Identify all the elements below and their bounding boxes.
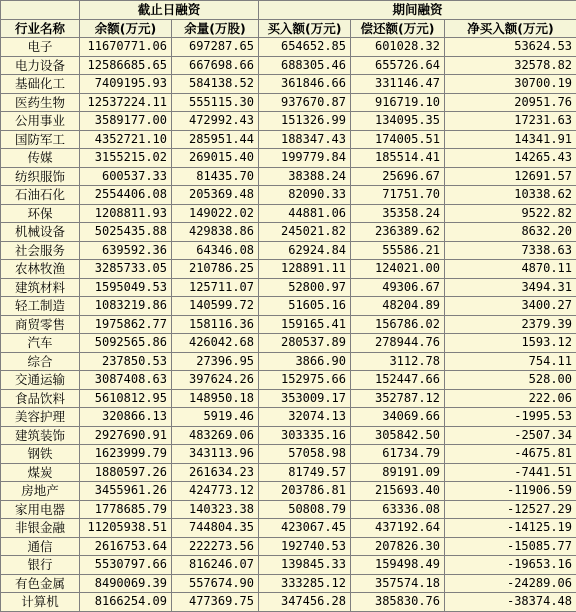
- balance-cell: 1208811.93: [80, 204, 172, 223]
- buy-amount-cell: 62924.84: [259, 241, 351, 260]
- buy-amount-cell: 203786.81: [259, 482, 351, 501]
- balance-cell: 3455961.26: [80, 482, 172, 501]
- repay-amount-cell: 331146.47: [351, 75, 445, 94]
- table-row: [1, 593, 576, 612]
- balance-cell: 2616753.64: [80, 537, 172, 556]
- industry-name-cell: 汽车: [1, 334, 80, 353]
- balance-cell: 8490069.39: [80, 574, 172, 593]
- header-col-net: 净买入额(万元): [445, 19, 576, 38]
- header-col-buy: 买入额(万元): [259, 19, 351, 38]
- buy-amount-cell: 688305.46: [259, 56, 351, 75]
- repay-amount-cell: 236389.62: [351, 223, 445, 242]
- balance-cell: 320866.13: [80, 408, 172, 427]
- repay-amount-cell: 385830.76: [351, 593, 445, 612]
- volume-cell: 148950.18: [172, 389, 259, 408]
- repay-amount-cell: 61734.79: [351, 445, 445, 464]
- table-row: [1, 75, 576, 94]
- buy-amount-cell: 81749.57: [259, 463, 351, 482]
- repay-amount-cell: 437192.64: [351, 519, 445, 538]
- balance-cell: 5025435.88: [80, 223, 172, 242]
- net-buy-cell: 222.06: [445, 389, 576, 408]
- table-row: [1, 223, 576, 242]
- volume-cell: 477369.75: [172, 593, 259, 612]
- buy-amount-cell: 152975.66: [259, 371, 351, 390]
- buy-amount-cell: 333285.12: [259, 574, 351, 593]
- repay-amount-cell: 357574.18: [351, 574, 445, 593]
- buy-amount-cell: 192740.53: [259, 537, 351, 556]
- net-buy-cell: 14341.91: [445, 130, 576, 149]
- repay-amount-cell: 35358.24: [351, 204, 445, 223]
- net-buy-cell: -7441.51: [445, 463, 576, 482]
- volume-cell: 269015.40: [172, 149, 259, 168]
- industry-name-cell: 银行: [1, 556, 80, 575]
- buy-amount-cell: 38388.24: [259, 167, 351, 186]
- table-row: [1, 519, 576, 538]
- net-buy-cell: 528.00: [445, 371, 576, 390]
- buy-amount-cell: 937670.87: [259, 93, 351, 112]
- table-row: [1, 93, 576, 112]
- buy-amount-cell: 347456.28: [259, 593, 351, 612]
- table-row: [1, 186, 576, 205]
- repay-amount-cell: 25696.67: [351, 167, 445, 186]
- table-row: [1, 315, 576, 334]
- volume-cell: 426042.68: [172, 334, 259, 353]
- table-row: [1, 149, 576, 168]
- balance-cell: 2927690.91: [80, 426, 172, 445]
- buy-amount-cell: 51605.16: [259, 297, 351, 316]
- industry-name-cell: 社会服务: [1, 241, 80, 260]
- repay-amount-cell: 71751.70: [351, 186, 445, 205]
- net-buy-cell: 9522.82: [445, 204, 576, 223]
- balance-cell: 3589177.00: [80, 112, 172, 131]
- table-row: [1, 500, 576, 519]
- balance-cell: 8166254.09: [80, 593, 172, 612]
- industry-name-cell: 美容护理: [1, 408, 80, 427]
- volume-cell: 483269.06: [172, 426, 259, 445]
- balance-cell: 11670771.06: [80, 38, 172, 57]
- net-buy-cell: 14265.43: [445, 149, 576, 168]
- balance-cell: 5610812.95: [80, 389, 172, 408]
- balance-cell: 2554406.08: [80, 186, 172, 205]
- buy-amount-cell: 280537.89: [259, 334, 351, 353]
- volume-cell: 140323.38: [172, 500, 259, 519]
- volume-cell: 149022.02: [172, 204, 259, 223]
- industry-name-cell: 石油石化: [1, 186, 80, 205]
- buy-amount-cell: 52800.97: [259, 278, 351, 297]
- net-buy-cell: -12527.29: [445, 500, 576, 519]
- buy-amount-cell: 159165.41: [259, 315, 351, 334]
- balance-cell: 3087408.63: [80, 371, 172, 390]
- volume-cell: 343113.96: [172, 445, 259, 464]
- buy-amount-cell: 128891.11: [259, 260, 351, 279]
- balance-cell: 11205938.51: [80, 519, 172, 538]
- volume-cell: 816246.07: [172, 556, 259, 575]
- table-row: [1, 56, 576, 75]
- volume-cell: 397624.26: [172, 371, 259, 390]
- table-row: [1, 260, 576, 279]
- industry-name-cell: 食品饮料: [1, 389, 80, 408]
- balance-cell: 639592.36: [80, 241, 172, 260]
- industry-name-cell: 公用事业: [1, 112, 80, 131]
- industry-name-cell: 轻工制造: [1, 297, 80, 316]
- table-row: [1, 297, 576, 316]
- volume-cell: 222273.56: [172, 537, 259, 556]
- volume-cell: 429838.86: [172, 223, 259, 242]
- table-row: [1, 130, 576, 149]
- table-row: [1, 426, 576, 445]
- repay-amount-cell: 601028.32: [351, 38, 445, 57]
- table-row: [1, 463, 576, 482]
- net-buy-cell: -14125.19: [445, 519, 576, 538]
- repay-amount-cell: 159498.49: [351, 556, 445, 575]
- volume-cell: 744804.35: [172, 519, 259, 538]
- net-buy-cell: 53624.53: [445, 38, 576, 57]
- repay-amount-cell: 207826.30: [351, 537, 445, 556]
- industry-name-cell: 商贸零售: [1, 315, 80, 334]
- header-col-volume: 余量(万股): [172, 19, 259, 38]
- repay-amount-cell: 48204.89: [351, 297, 445, 316]
- balance-cell: 3155215.02: [80, 149, 172, 168]
- industry-name-cell: 国防军工: [1, 130, 80, 149]
- repay-amount-cell: 156786.02: [351, 315, 445, 334]
- net-buy-cell: -1995.53: [445, 408, 576, 427]
- table-row: [1, 278, 576, 297]
- net-buy-cell: -38374.48: [445, 593, 576, 612]
- repay-amount-cell: 352787.12: [351, 389, 445, 408]
- buy-amount-cell: 82090.33: [259, 186, 351, 205]
- net-buy-cell: 3494.31: [445, 278, 576, 297]
- buy-amount-cell: 57058.98: [259, 445, 351, 464]
- header-group-period: 期间融资: [259, 1, 576, 20]
- net-buy-cell: 12691.57: [445, 167, 576, 186]
- repay-amount-cell: 49306.67: [351, 278, 445, 297]
- industry-name-cell: 传媒: [1, 149, 80, 168]
- header-col-balance: 余额(万元): [80, 19, 172, 38]
- balance-cell: 12586685.65: [80, 56, 172, 75]
- repay-amount-cell: 3112.78: [351, 352, 445, 371]
- repay-amount-cell: 278944.76: [351, 334, 445, 353]
- table-row: [1, 241, 576, 260]
- buy-amount-cell: 151326.99: [259, 112, 351, 131]
- net-buy-cell: 32578.82: [445, 56, 576, 75]
- header-industry: 行业名称: [1, 19, 80, 38]
- table-row: [1, 204, 576, 223]
- repay-amount-cell: 655726.64: [351, 56, 445, 75]
- net-buy-cell: -15085.77: [445, 537, 576, 556]
- volume-cell: 81435.70: [172, 167, 259, 186]
- industry-name-cell: 基础化工: [1, 75, 80, 94]
- repay-amount-cell: 215693.40: [351, 482, 445, 501]
- industry-name-cell: 非银金融: [1, 519, 80, 538]
- industry-name-cell: 建筑材料: [1, 278, 80, 297]
- net-buy-cell: 20951.76: [445, 93, 576, 112]
- repay-amount-cell: 89191.09: [351, 463, 445, 482]
- balance-cell: 1880597.26: [80, 463, 172, 482]
- volume-cell: 140599.72: [172, 297, 259, 316]
- table-row: [1, 556, 576, 575]
- industry-name-cell: 电力设备: [1, 56, 80, 75]
- net-buy-cell: 3400.27: [445, 297, 576, 316]
- buy-amount-cell: 32074.13: [259, 408, 351, 427]
- net-buy-cell: 754.11: [445, 352, 576, 371]
- volume-cell: 472992.43: [172, 112, 259, 131]
- repay-amount-cell: 134095.35: [351, 112, 445, 131]
- table-row: [1, 408, 576, 427]
- buy-amount-cell: 188347.43: [259, 130, 351, 149]
- volume-cell: 125711.07: [172, 278, 259, 297]
- industry-name-cell: 电子: [1, 38, 80, 57]
- balance-cell: 12537224.11: [80, 93, 172, 112]
- net-buy-cell: 30700.19: [445, 75, 576, 94]
- buy-amount-cell: 361846.66: [259, 75, 351, 94]
- balance-cell: 600537.33: [80, 167, 172, 186]
- net-buy-cell: -2507.34: [445, 426, 576, 445]
- industry-name-cell: 计算机: [1, 593, 80, 612]
- net-buy-cell: 2379.39: [445, 315, 576, 334]
- repay-amount-cell: 305842.50: [351, 426, 445, 445]
- table-row: [1, 537, 576, 556]
- net-buy-cell: -4675.81: [445, 445, 576, 464]
- net-buy-cell: 4870.11: [445, 260, 576, 279]
- volume-cell: 205369.48: [172, 186, 259, 205]
- net-buy-cell: 17231.63: [445, 112, 576, 131]
- repay-amount-cell: 174005.51: [351, 130, 445, 149]
- table-row: [1, 371, 576, 390]
- buy-amount-cell: 245021.82: [259, 223, 351, 242]
- balance-cell: 7409195.93: [80, 75, 172, 94]
- balance-cell: 3285733.05: [80, 260, 172, 279]
- table-row: [1, 38, 576, 57]
- buy-amount-cell: 139845.33: [259, 556, 351, 575]
- buy-amount-cell: 353009.17: [259, 389, 351, 408]
- buy-amount-cell: 199779.84: [259, 149, 351, 168]
- volume-cell: 667698.66: [172, 56, 259, 75]
- repay-amount-cell: 63336.08: [351, 500, 445, 519]
- industry-name-cell: 医药生物: [1, 93, 80, 112]
- repay-amount-cell: 152447.66: [351, 371, 445, 390]
- net-buy-cell: 8632.20: [445, 223, 576, 242]
- buy-amount-cell: 3866.90: [259, 352, 351, 371]
- industry-name-cell: 钢铁: [1, 445, 80, 464]
- industry-name-cell: 房地产: [1, 482, 80, 501]
- repay-amount-cell: 185514.41: [351, 149, 445, 168]
- table-row: [1, 352, 576, 371]
- balance-cell: 4352721.10: [80, 130, 172, 149]
- buy-amount-cell: 44881.06: [259, 204, 351, 223]
- volume-cell: 158116.36: [172, 315, 259, 334]
- buy-amount-cell: 303335.16: [259, 426, 351, 445]
- volume-cell: 557674.90: [172, 574, 259, 593]
- industry-name-cell: 交通运输: [1, 371, 80, 390]
- volume-cell: 27396.95: [172, 352, 259, 371]
- industry-name-cell: 煤炭: [1, 463, 80, 482]
- balance-cell: 237850.53: [80, 352, 172, 371]
- industry-name-cell: 家用电器: [1, 500, 80, 519]
- buy-amount-cell: 654652.85: [259, 38, 351, 57]
- header-group-closing: 截止日融资: [80, 1, 259, 20]
- balance-cell: 1975862.77: [80, 315, 172, 334]
- header-corner: [1, 1, 80, 20]
- net-buy-cell: -19653.16: [445, 556, 576, 575]
- volume-cell: 424773.12: [172, 482, 259, 501]
- balance-cell: 5092565.86: [80, 334, 172, 353]
- volume-cell: 697287.65: [172, 38, 259, 57]
- net-buy-cell: -24289.06: [445, 574, 576, 593]
- volume-cell: 261634.23: [172, 463, 259, 482]
- net-buy-cell: 1593.12: [445, 334, 576, 353]
- balance-cell: 1623999.79: [80, 445, 172, 464]
- balance-cell: 5530797.66: [80, 556, 172, 575]
- buy-amount-cell: 50808.79: [259, 500, 351, 519]
- balance-cell: 1778685.79: [80, 500, 172, 519]
- industry-name-cell: 综合: [1, 352, 80, 371]
- industry-name-cell: 通信: [1, 537, 80, 556]
- table-row: [1, 112, 576, 131]
- industry-name-cell: 建筑装饰: [1, 426, 80, 445]
- industry-name-cell: 环保: [1, 204, 80, 223]
- volume-cell: 5919.46: [172, 408, 259, 427]
- table-row: [1, 389, 576, 408]
- table-row: [1, 574, 576, 593]
- net-buy-cell: 7338.63: [445, 241, 576, 260]
- balance-cell: 1083219.86: [80, 297, 172, 316]
- table-row: [1, 445, 576, 464]
- net-buy-cell: -11906.59: [445, 482, 576, 501]
- volume-cell: 584138.52: [172, 75, 259, 94]
- balance-cell: 1595049.53: [80, 278, 172, 297]
- table-row: [1, 482, 576, 501]
- volume-cell: 64346.08: [172, 241, 259, 260]
- net-buy-cell: 10338.62: [445, 186, 576, 205]
- industry-name-cell: 纺织服饰: [1, 167, 80, 186]
- buy-amount-cell: 423067.45: [259, 519, 351, 538]
- repay-amount-cell: 34069.66: [351, 408, 445, 427]
- volume-cell: 555115.30: [172, 93, 259, 112]
- industry-name-cell: 机械设备: [1, 223, 80, 242]
- industry-name-cell: 有色金属: [1, 574, 80, 593]
- repay-amount-cell: 55586.21: [351, 241, 445, 260]
- table-row: [1, 334, 576, 353]
- industry-name-cell: 农林牧渔: [1, 260, 80, 279]
- repay-amount-cell: 124021.00: [351, 260, 445, 279]
- header-col-repay: 偿还额(万元): [351, 19, 445, 38]
- volume-cell: 285951.44: [172, 130, 259, 149]
- repay-amount-cell: 916719.10: [351, 93, 445, 112]
- volume-cell: 210786.25: [172, 260, 259, 279]
- table-row: [1, 167, 576, 186]
